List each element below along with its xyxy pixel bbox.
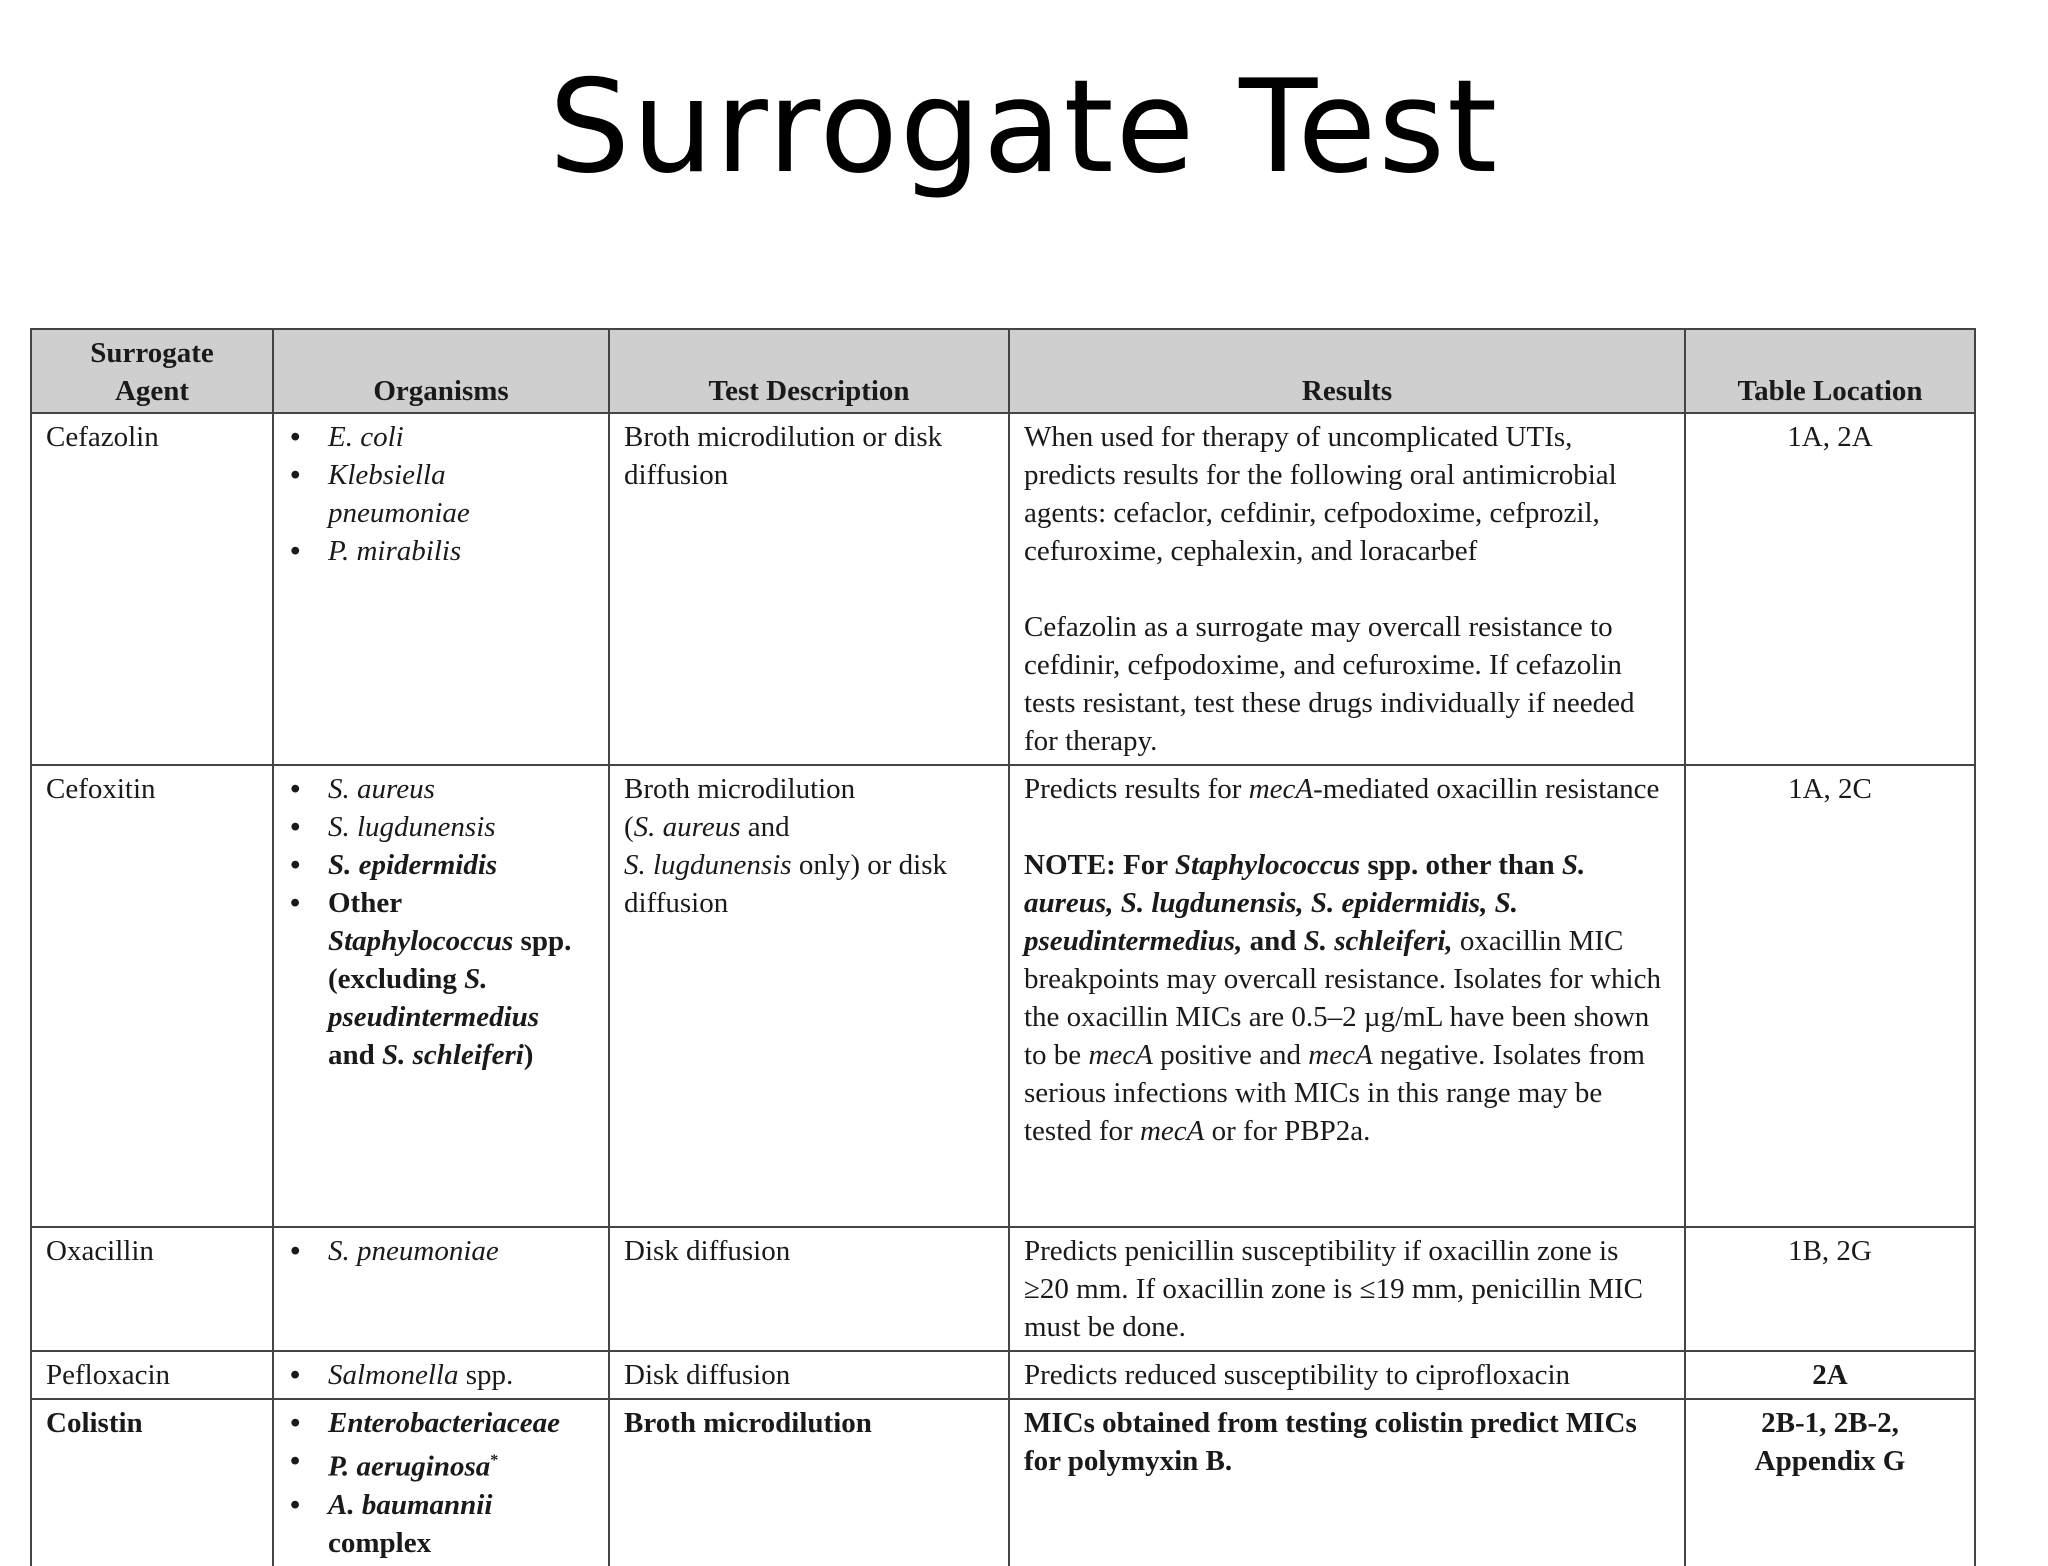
- header-surrogate-agent: [31, 329, 273, 413]
- table-row: [31, 1399, 1975, 1566]
- agent-cell: Pefloxacin: [31, 1351, 273, 1399]
- organism-item: • S. lugdunensis: [328, 808, 594, 846]
- header-organisms: Organisms: [273, 329, 609, 413]
- table-row: [31, 413, 1975, 765]
- organism-item: • P. aeruginosa*: [328, 1442, 594, 1486]
- header-agent-line1: Surrogate: [90, 337, 214, 369]
- table-row: [31, 1351, 1975, 1399]
- results-cell: [1009, 765, 1685, 1227]
- organism-item: • Salmonella spp.: [328, 1356, 594, 1394]
- organisms-cell: [273, 765, 609, 1227]
- header-agent-line2: Agent: [114, 375, 190, 407]
- table-row: [31, 1227, 1975, 1351]
- agent-cell: Colistin: [31, 1399, 273, 1566]
- test-description-cell: Broth microdilution (S. aureus and S. lugdunensis only) or disk diffusion: [609, 765, 1009, 1227]
- organism-item: • E. coli: [328, 418, 594, 456]
- organism-item: • Klebsiella pneumoniae: [328, 456, 594, 532]
- organism-item: • Enterobacteriaceae: [328, 1404, 594, 1442]
- organisms-cell: [273, 1399, 609, 1566]
- agent-cell: Cefazolin: [31, 413, 273, 765]
- slide-title: Surrogate Test: [548, 53, 1500, 202]
- organism-item: • S. epidermidis: [328, 846, 594, 884]
- organism-item: • S. pneumoniae: [328, 1232, 594, 1270]
- organisms-cell: [273, 413, 609, 765]
- header-results: Results: [1009, 329, 1685, 413]
- table-location-cell: 2B-1, 2B-2, Appendix G: [1685, 1399, 1975, 1566]
- results-paragraph: When used for therapy of uncomplicated UTIs, predicts results for the following oral antimicrobial agents: cefaclor, cefdinir, cefpodoxime, cefprozil, cefuroxime, cephalexin, and loracarbef: [1024, 421, 1617, 567]
- test-description-cell: Disk diffusion: [609, 1351, 1009, 1399]
- surrogate-table-image: [30, 328, 1974, 1566]
- organism-item: • Other Staphylococcus spp. (excluding S. pseudintermedius and S. schleiferi): [328, 884, 594, 1074]
- table-location-cell: 1A, 2C: [1685, 765, 1975, 1227]
- table-location-cell: 2A: [1685, 1351, 1975, 1399]
- agent-cell: Cefoxitin: [31, 765, 273, 1227]
- test-description-cell: Broth microdilution or disk diffusion: [609, 413, 1009, 765]
- test-description-cell: Broth microdilution: [609, 1399, 1009, 1566]
- table-header-row: [31, 329, 1975, 413]
- results-cell: Predicts reduced susceptibility to ciprofloxacin: [1009, 1351, 1685, 1399]
- results-cell: Predicts penicillin susceptibility if oxacillin zone is ≥20 mm. If oxacillin zone is ≤19 mm, penicillin MIC must be done.: [1009, 1227, 1685, 1351]
- header-test-description: Test Description: [609, 329, 1009, 413]
- test-description-cell: Disk diffusion: [609, 1227, 1009, 1351]
- organism-item: • S. aureus: [328, 770, 594, 808]
- organism-item: • P. mirabilis: [328, 532, 594, 570]
- results-cell: [1009, 413, 1685, 765]
- table-location-cell: 1A, 2A: [1685, 413, 1975, 765]
- surrogate-table: [30, 328, 1976, 1566]
- organisms-cell: [273, 1351, 609, 1399]
- results-cell: MICs obtained from testing colistin predict MICs for polymyxin B.: [1009, 1399, 1685, 1566]
- organisms-cell: [273, 1227, 609, 1351]
- organism-item: • A. baumannii complex: [328, 1486, 594, 1562]
- table-location-cell: 1B, 2G: [1685, 1227, 1975, 1351]
- agent-cell: Oxacillin: [31, 1227, 273, 1351]
- table-row: [31, 765, 1975, 1227]
- results-paragraph: Predicts results for mecA-mediated oxacillin resistance: [1024, 773, 1660, 805]
- results-paragraph: Cefazolin as a surrogate may overcall resistance to cefdinir, cefpodoxime, and cefuroxime. If cefazolin tests resistant, test these drugs individually if needed for therapy.: [1024, 611, 1635, 757]
- results-note: NOTE: For Staphylococcus spp. other than S. aureus, S. lugdunensis, S. epidermidis, S. pseudintermedius, and S. schleiferi, oxacillin MIC breakpoints may overcall resistance. Isolates for which the oxacillin MICs are 0.5–2 µg/mL have been shown to be mecA positive and mecA negative. Isolates from serious infections with MICs in this range may be tested for mecA or for PBP2a.: [1024, 849, 1661, 1147]
- header-table-location: Table Location: [1685, 329, 1975, 413]
